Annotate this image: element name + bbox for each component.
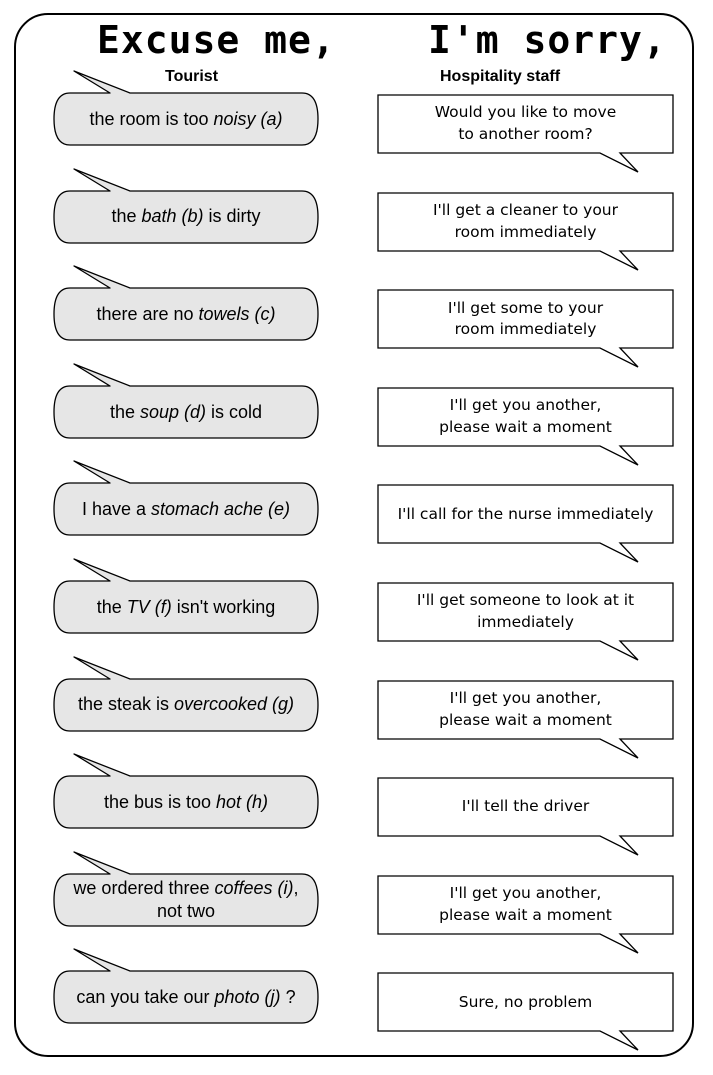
staff-response: I'll get some to your room immediately	[447, 298, 604, 339]
staff-response: I'll get you another, please wait a moment	[439, 396, 612, 436]
tourist-subheading: Tourist	[165, 68, 219, 85]
tourist-phrase-line	[97, 596, 276, 619]
phrase-text: can you take our	[76, 987, 215, 1008]
dialogue-pair	[0, 70, 713, 170]
staff-response: I'll get a cleaner to your room immediately	[432, 200, 619, 241]
tourist-phrase-line	[76, 986, 295, 1009]
vocabulary-keyword: overcooked (g)	[173, 694, 295, 715]
tourist-phrase	[54, 483, 318, 535]
dialogue-pair	[0, 265, 713, 365]
tourist-phrase	[54, 191, 318, 243]
phrase-text: there are no	[96, 303, 199, 324]
vocabulary-keyword: towels (c)	[198, 303, 276, 324]
phrase-text: the bus is too	[103, 791, 217, 812]
tourist-phrase	[54, 93, 318, 145]
tourist-phrase	[54, 776, 318, 828]
vocabulary-keyword: hot (h)	[216, 791, 269, 812]
staff-response: Sure, no problem	[458, 992, 593, 1011]
tourist-heading: Excuse me,	[97, 18, 336, 62]
staff-subheading: Hospitality staff	[440, 68, 561, 85]
tourist-phrase-line	[82, 498, 290, 521]
tourist-phrase	[54, 581, 318, 633]
vocabulary-keyword: coffees (i)	[214, 878, 294, 899]
staff-response: I'll get someone to look at it immediately	[416, 591, 635, 631]
vocabulary-keyword: soup (d)	[139, 401, 207, 422]
tourist-phrase	[54, 386, 318, 438]
tourist-phrase	[54, 679, 318, 731]
dialogue-pair	[0, 363, 713, 463]
phrase-text: the room is too	[89, 108, 214, 129]
dialogue-pair	[0, 168, 713, 268]
staff-response: I'll get you another, please wait a moment	[439, 884, 612, 924]
vocabulary-keyword: bath (b)	[141, 206, 204, 227]
phrase-text: the	[96, 596, 127, 617]
staff-heading: I'm sorry,	[428, 18, 667, 62]
dialogue-pair	[0, 656, 713, 756]
vocabulary-keyword: photo (j)	[214, 987, 281, 1008]
phrase-text: is cold	[206, 401, 263, 422]
phrase-text: I have a	[81, 499, 151, 520]
tourist-phrase-line	[78, 693, 294, 716]
staff-response: Would you like to move to another room?	[434, 103, 617, 143]
dialogue-pair	[0, 460, 713, 560]
tourist-phrase-line	[89, 108, 282, 131]
tourist-phrase	[54, 288, 318, 340]
tourist-phrase-line	[73, 877, 298, 922]
tourist-phrase-line	[110, 401, 262, 424]
phrase-text: ?	[280, 987, 296, 1008]
phrase-text: ,	[293, 878, 299, 899]
vocabulary-keyword: noisy (a)	[213, 108, 283, 129]
tourist-phrase	[54, 874, 318, 926]
tourist-phrase	[54, 971, 318, 1023]
phrase-text: we ordered three	[73, 878, 215, 899]
vocabulary-keyword: stomach ache (e)	[150, 499, 291, 520]
dialogue-pair	[0, 753, 713, 853]
phrase-text: is dirty	[203, 206, 261, 227]
dialogue-pair	[0, 851, 713, 951]
staff-response: I'll call for the nurse immediately	[397, 504, 654, 523]
phrase-text: the	[111, 206, 142, 227]
phrase-text: the steak is	[77, 694, 174, 715]
tourist-phrase-line	[104, 791, 268, 814]
dialogue-pair	[0, 558, 713, 658]
dialogue-pair	[0, 948, 713, 1048]
phrase-text: the	[109, 401, 140, 422]
staff-response: I'll get you another, please wait a moment	[439, 688, 612, 729]
tourist-phrase-line	[96, 303, 275, 326]
vocabulary-keyword: TV (f)	[126, 596, 172, 617]
staff-response: I'll tell the driver	[461, 797, 590, 816]
phrase-text: isn't working	[171, 596, 276, 617]
phrase-text: not two	[156, 900, 216, 921]
tourist-phrase-line	[111, 205, 260, 228]
